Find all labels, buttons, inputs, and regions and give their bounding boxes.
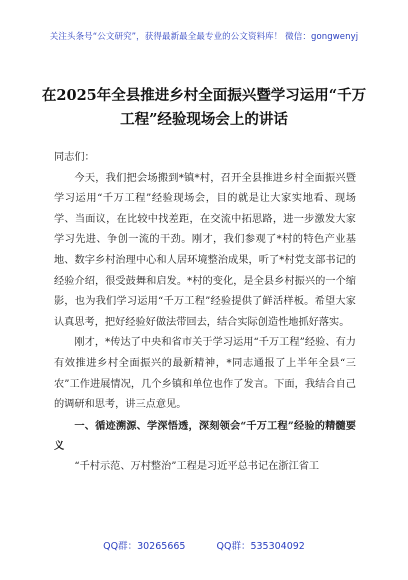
speech-body (54, 148, 356, 478)
page-title: 在2025年全县推进乡村全面振兴暨学习运用“千万工程”经验现场会上的讲话 (41, 87, 367, 128)
footer-qq-group-2: QQ群：535304092 (216, 541, 305, 552)
header-promo-note: 关注头条号“公文研究”，获得最新最全最专业的公文资料库！ 微信：gongwenyj (49, 32, 359, 42)
footer-qq-group-1: QQ群：30265665 (103, 541, 186, 552)
paragraph-intro: 今天，我们把会场搬到*镇*村，召开全县推进乡村全面振兴暨学习运用“千万工程”经验现场会，目的就是让大家实地看、现场学、当面议，在比较中找差距，在交流中拓思路，进一步激发大家学习先进、争创一流的干劲。刚才，我们参观了*村的特色产业基地、数字乡村治理中心和人居环境整治成果，听了*村党支部书记的经验介绍，很受鼓舞和启发。*村的变化，是全县乡村振兴的一个缩影，也为我们学习运用“千万工程”经验提供了鲜活样板。希望大家认真思考，把好经验好做法带回去，结合实际创造性地抓好落实。 (54, 172, 356, 328)
salutation: 同志们： (54, 152, 95, 163)
footer-contact (0, 538, 408, 552)
paragraph-agenda: 刚才，*传达了中央和省市关于学习运用“千万工程”经验、有力有效推进乡村全面振兴的最新精神，*同志通报了上半年全县“三农”工作进展情况，几个乡镇和单位也作了发言。下面，我结合自己的调研和思考，讲三点意见。 (54, 337, 356, 411)
section-heading-1: 一、循迹溯源、学深悟透，深刻领会“千万工程”经验的精髓要义 (54, 419, 356, 453)
paragraph-section-1: “千村示范、万村整治”工程是习近平总书记在浙江省工 (74, 460, 320, 472)
